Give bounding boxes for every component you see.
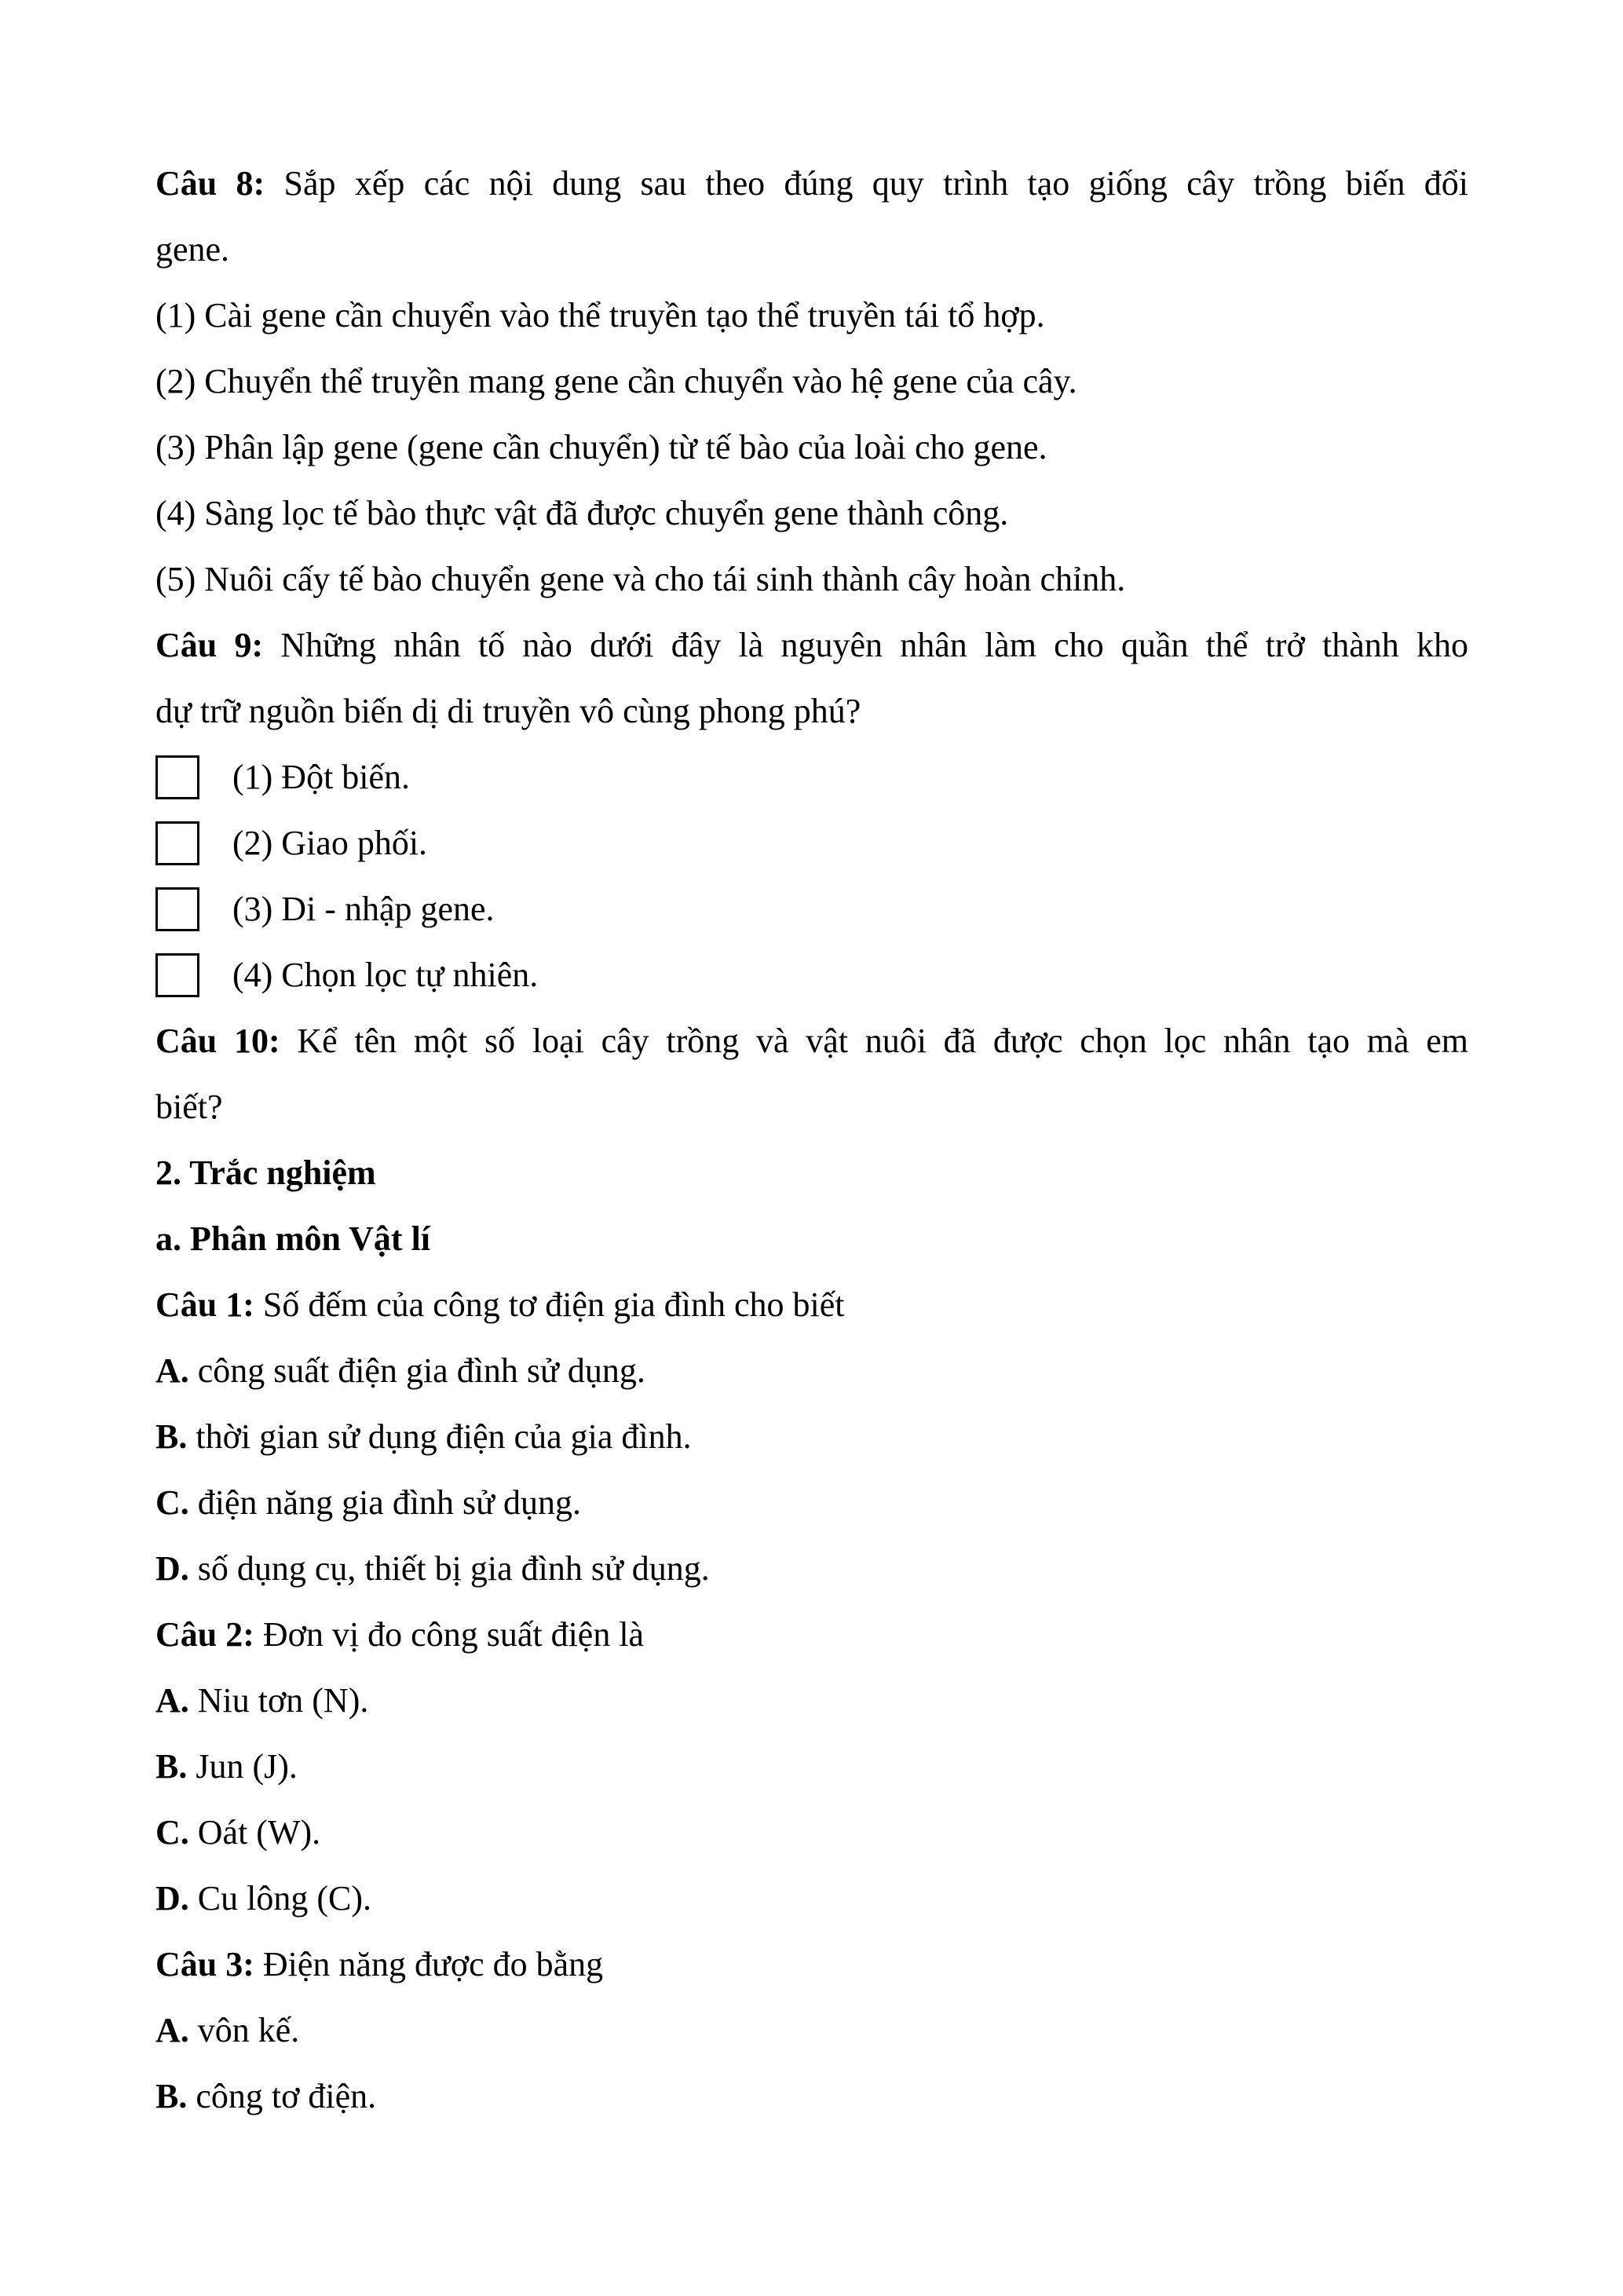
q8-item-1: (1) Cài gene cần chuyển vào thể truyền tạo thể truyền tái tổ hợp. [155, 296, 1045, 335]
mcq2-answer-b: B. Jun (J). [155, 1747, 298, 1786]
q9-text-line1: Những nhân tố nào dưới đây là nguyên nhân làm cho quần thể trở thành kho [263, 626, 1468, 664]
q8-item-4: (4) Sàng lọc tế bào thực vật đã được chuyển gene thành công. [155, 494, 1009, 532]
mcq3-label: Câu 3: [155, 1945, 254, 1983]
q9-option-4[interactable] [155, 942, 1468, 1008]
q9-option-3-label: (3) Di - nhập gene. [232, 890, 495, 928]
mcq1-question: Câu 1: Số đếm của công tơ điện gia đình cho biết [155, 1285, 845, 1324]
q8-text-line1: Sắp xếp các nội dung sau theo đúng quy trình tạo giống cây trồng biến đổi [265, 164, 1468, 203]
mcq2-answer-d: D. Cu lông (C). [155, 1879, 372, 1918]
mcq1-answer-c: C. điện năng gia đình sử dụng. [155, 1483, 582, 1522]
mcq3-question: Câu 3: Điện năng được đo bằng [155, 1945, 604, 1983]
mcq2-question: Câu 2: Đơn vị đo công suất điện là [155, 1615, 645, 1654]
q10-line2: biết? [155, 1088, 223, 1126]
mcq1-label: Câu 1: [155, 1285, 254, 1324]
document-page [155, 151, 1468, 2130]
mcq1-answer-b: B. thời gian sử dụng điện của gia đình. [155, 1417, 692, 1456]
mcq2-answer-c: C. Oát (W). [155, 1813, 321, 1852]
checkbox-icon[interactable] [155, 821, 199, 865]
q8-line1 [155, 151, 1468, 217]
mcq3-answer-a: A. vôn kế. [155, 2011, 300, 2049]
q9-option-2-label: (2) Giao phối. [232, 824, 428, 862]
q9-option-1[interactable] [155, 744, 1468, 810]
section-heading: 2. Trắc nghiệm [155, 1153, 376, 1192]
q9-label: Câu 9: [155, 626, 264, 664]
checkbox-icon[interactable] [155, 887, 199, 931]
section-subheading: a. Phân môn Vật lí [155, 1219, 431, 1258]
mcq2-answer-a: A. Niu tơn (N). [155, 1681, 369, 1720]
q10-line1 [155, 1008, 1468, 1074]
q8-item-5: (5) Nuôi cấy tế bào chuyển gene và cho tái sinh thành cây hoàn chỉnh. [155, 560, 1126, 598]
q9-option-4-label: (4) Chọn lọc tự nhiên. [232, 956, 539, 994]
q8-item-3: (3) Phân lập gene (gene cần chuyển) từ tế bào của loài cho gene. [155, 428, 1047, 466]
q8-item-2: (2) Chuyển thể truyền mang gene cần chuyển vào hệ gene của cây. [155, 362, 1077, 400]
q9-option-1-label: (1) Đột biến. [232, 758, 411, 796]
q9-option-2[interactable] [155, 810, 1468, 876]
q8-line2: gene. [155, 230, 230, 269]
q9-line1 [155, 612, 1468, 678]
q8-label: Câu 8: [155, 164, 265, 203]
checkbox-icon[interactable] [155, 755, 199, 799]
q10-text-line1: Kể tên một số loại cây trồng và vật nuôi đã được chọn lọc nhân tạo mà em [280, 1022, 1468, 1060]
mcq2-label: Câu 2: [155, 1615, 254, 1654]
mcq3-answer-b: B. công tơ điện. [155, 2077, 377, 2115]
q9-option-3[interactable] [155, 876, 1468, 942]
mcq1-answer-a: A. công suất điện gia đình sử dụng. [155, 1351, 645, 1390]
mcq1-answer-d: D. số dụng cụ, thiết bị gia đình sử dụng. [155, 1549, 710, 1588]
checkbox-icon[interactable] [155, 953, 199, 997]
q10-label: Câu 10: [155, 1022, 280, 1060]
q9-line2: dự trữ nguồn biến dị di truyền vô cùng phong phú? [155, 692, 861, 730]
